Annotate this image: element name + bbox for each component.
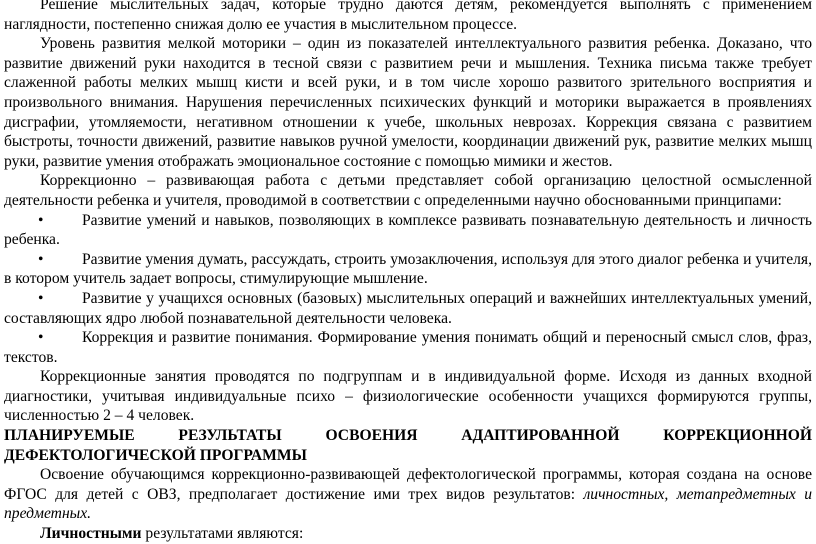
paragraph-correction-lessons: Коррекционные занятия проводятся по подгруппам и в индивидуальной форме. Исходя из данных входной диагностики, учитывая индивидуальные психо – физиологические особенности учащихся формируются группы, численностью 2 – 4 человек. xyxy=(4,368,812,425)
list-item xyxy=(4,250,812,289)
bullet-icon: • xyxy=(38,329,44,347)
paragraph-program-results xyxy=(4,465,812,524)
document-page xyxy=(4,0,812,544)
paragraph-personal-results xyxy=(4,524,812,544)
bullet-icon: • xyxy=(38,250,44,268)
list-item-text: Коррекция и развитие понимания. Формирование умения понимать общий и переносный смысл слов, фраз, текстов. xyxy=(4,329,812,366)
list-item-text: Развитие у учащихся основных (базовых) мыслительных операций и важнейших интеллектуальных умений, составляющих ядро любой познавательной деятельности человека. xyxy=(4,289,812,327)
bullet-icon: • xyxy=(38,289,44,307)
bullet-icon: • xyxy=(38,211,44,229)
personal-results-bold: Личностными xyxy=(40,525,142,543)
paragraph-text: результатами являются: xyxy=(141,525,304,543)
paragraph-correction-work: Коррекционно – развивающая работа с детьми представляет собой организацию целостной осмысленной деятельности ребенка и учителя, проводимой в соответствии с определенными научно обоснованными принципами: xyxy=(4,172,812,209)
list-item xyxy=(4,328,812,367)
section-heading: ПЛАНИРУЕМЫЕ РЕЗУЛЬТАТЫ ОСВОЕНИЯ АДАПТИРОВАННОЙ КОРРЕКЦИОННОЙ ДЕФЕКТОЛОГИЧЕСКОЙ ПРОГРАММЫ xyxy=(4,427,812,464)
list-item-text: Развитие умений и навыков, позволяющих в комплексе развивать познавательную деятельность и личность ребенка. xyxy=(4,211,812,249)
list-item xyxy=(4,289,812,328)
list-item xyxy=(4,211,812,250)
result-types-italic: личностных, метапредметных и предметных. xyxy=(4,485,812,523)
paragraph-text: Освоение обучающимся коррекционно-развивающей дефектологической программы, которая создана на основе ФГОС для детей с ОВЗ, предполагает достижение ими трех видов результатов: xyxy=(4,466,812,503)
paragraph-fine-motor-skills: Уровень развития мелкой моторики – один из показателей интеллектуального развития ребенка. Доказано, что развитие движений руки находится в тесной связи с развитием речи и мышления. Техника письма также требует слаженной работы мелких мышц кисти и всей руки, и в том числе хорошо развитого зрительного восприятия и произвольного внимания. Нарушения перечисленных психических функций и моторики выражается в проявлениях дисграфии, утомляемости, негативном отношении к учебе, школьных неврозах. Коррекция связана с развитием быстроты, точности движений, развитие навыков ручной умелости, координации движений рук, развитие мелких мышц руки, развитие умения отображать эмоциональное состояние с помощью мимики и жестов. xyxy=(4,35,812,170)
principles-list xyxy=(4,211,812,368)
paragraph-thinking-tasks: Решение мыслительных задач, которые трудно даются детям, рекомендуется выполнять с применением наглядности, постепенно снижая долю ее участия в мыслительном процессе. xyxy=(4,0,812,33)
list-item-text: Развитие умения думать, рассуждать, строить умозаключения, используя для этого диалог ребенка и учителя, в котором учитель задает вопросы, стимулирующие мышление. xyxy=(4,250,812,288)
